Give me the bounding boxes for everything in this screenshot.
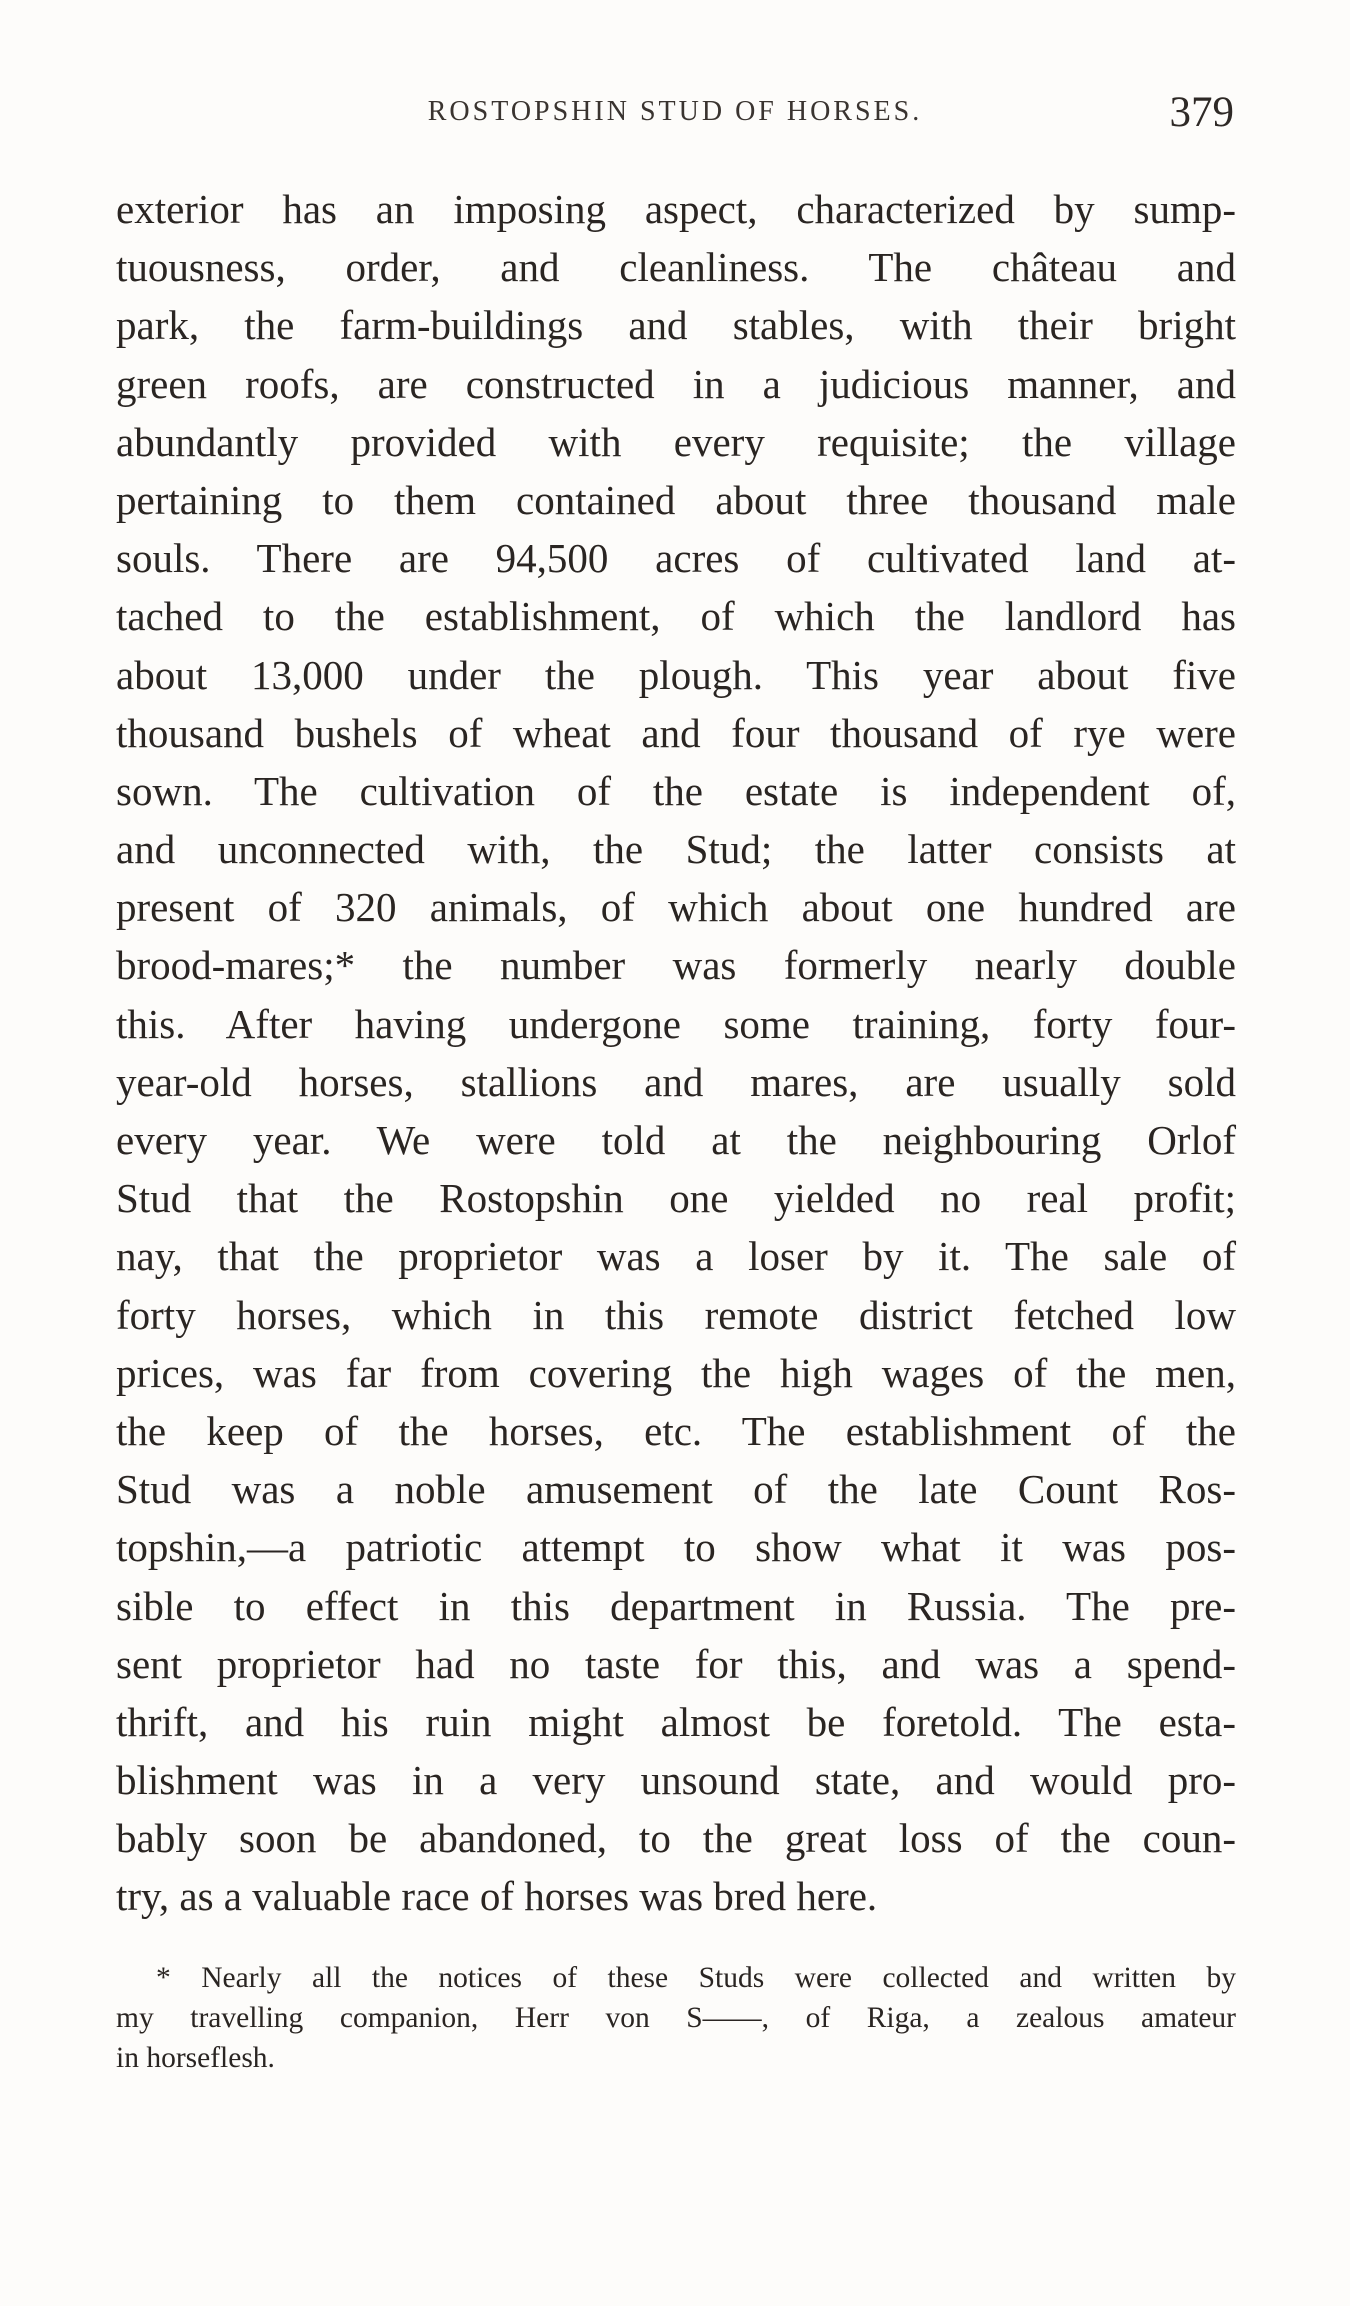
text-line: every year. We were told at the neighbouring Orlof xyxy=(116,1117,1236,1163)
text-line: Stud was a noble amusement of the late Count Ros- xyxy=(116,1466,1236,1513)
text-line: about 13,000 under the plough. This year about five xyxy=(116,651,1236,698)
text-line: topshin,—a patriotic attempt to show what it was pos- xyxy=(116,1524,1236,1571)
footnote-line: * Nearly all the notices of these Studs were collected and written by xyxy=(156,1962,1236,1994)
text-line: park, the farm-buildings and stables, with their bright xyxy=(116,302,1236,349)
text-line: year-old horses, stallions and mares, are usually sold xyxy=(116,1058,1236,1105)
text-line: exterior has an imposing aspect, characterized by sump- xyxy=(116,186,1236,232)
running-head xyxy=(116,88,1234,138)
text-line: brood-mares;* the number was formerly nearly double xyxy=(116,942,1236,989)
text-line: blishment was in a very unsound state, and would pro- xyxy=(116,1757,1236,1804)
text-line: tached to the establishment, of which the landlord has xyxy=(116,593,1236,640)
text-line: sent proprietor had no taste for this, and was a spend- xyxy=(116,1640,1236,1687)
text-line: thrift, and his ruin might almost be foretold. The esta- xyxy=(116,1698,1236,1745)
text-line: abundantly provided with every requisite; the village xyxy=(116,418,1236,465)
text-line: this. After having undergone some training, forty four- xyxy=(116,1000,1236,1047)
text-line: and unconnected with, the Stud; the latter consists at xyxy=(116,826,1236,873)
text-line: sible to effect in this department in Russia. The pre- xyxy=(116,1582,1236,1629)
text-line: bably soon be abandoned, to the great loss of the coun- xyxy=(116,1815,1236,1862)
footnote-line: in horseflesh. xyxy=(116,2042,275,2074)
text-line: nay, that the proprietor was a loser by it. The sale of xyxy=(116,1233,1236,1280)
footnote xyxy=(116,1958,1236,2078)
text-line: prices, was far from covering the high wages of the men, xyxy=(116,1349,1236,1396)
body-paragraph xyxy=(116,180,1236,1926)
text-line: souls. There are 94,500 acres of cultivated land at- xyxy=(116,535,1236,582)
text-line: thousand bushels of wheat and four thousand of rye were xyxy=(116,709,1236,756)
text-line: present of 320 animals, of which about one hundred are xyxy=(116,884,1236,931)
text-line: sown. The cultivation of the estate is independent of, xyxy=(116,767,1236,814)
text-line: forty horses, which in this remote district fetched low xyxy=(116,1291,1236,1338)
text-line: tuousness, order, and cleanliness. The château and xyxy=(116,244,1236,291)
text-line: green roofs, are constructed in a judicious manner, and xyxy=(116,360,1236,407)
text-line: try, as a valuable race of horses was bred here. xyxy=(116,1873,878,1920)
text-line: the keep of the horses, etc. The establishment of the xyxy=(116,1407,1236,1454)
footnote-line: my travelling companion, Herr von S——, of Riga, a zealous amateur xyxy=(116,2002,1236,2034)
text-line: Stud that the Rostopshin one yielded no real profit; xyxy=(116,1175,1236,1222)
page-number: 379 xyxy=(1169,89,1234,136)
text-line: pertaining to them contained about three thousand male xyxy=(116,476,1236,523)
running-title: ROSTOPSHIN STUD OF HORSES. xyxy=(427,96,923,127)
